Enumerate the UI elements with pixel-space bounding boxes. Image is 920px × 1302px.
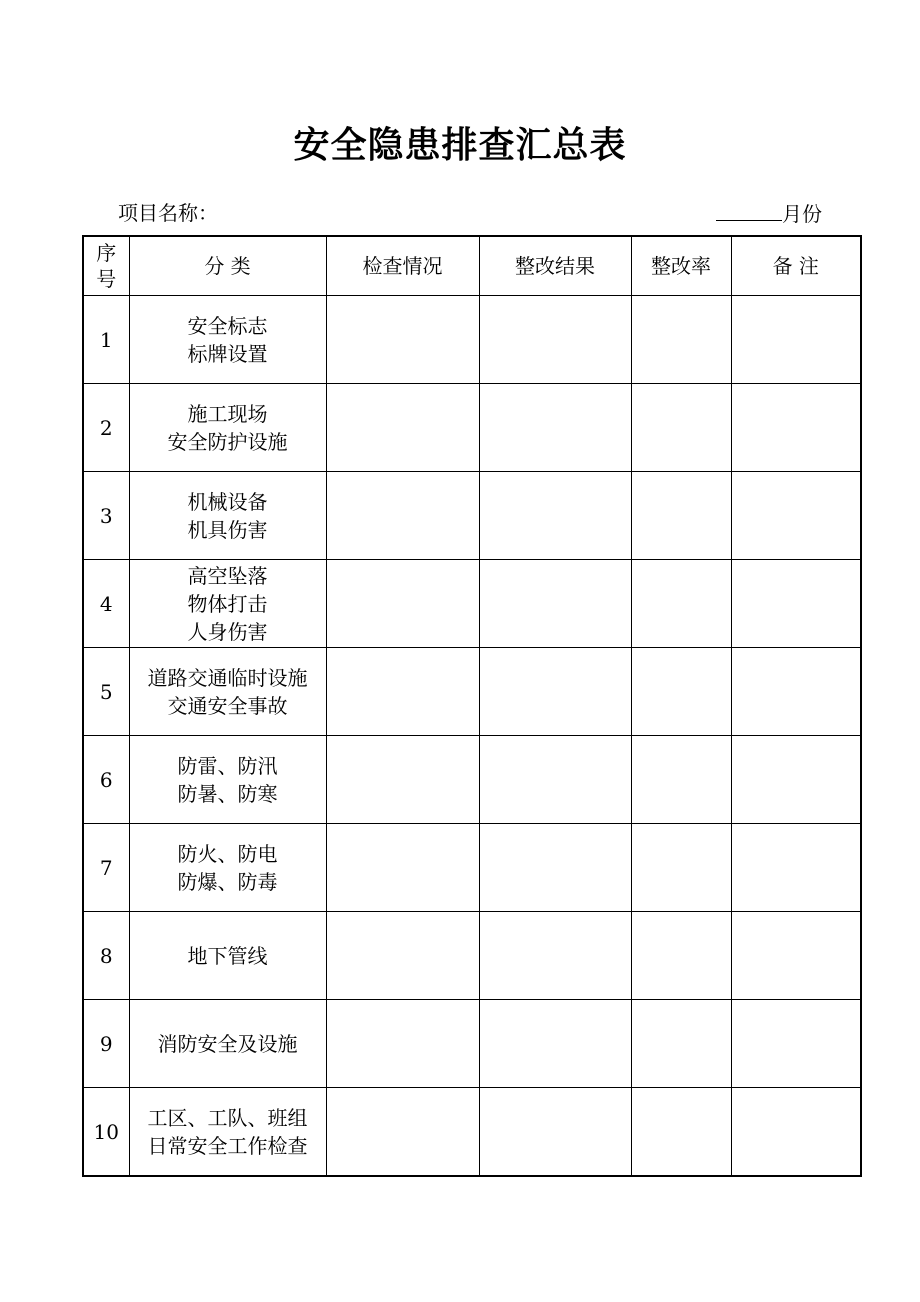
rate-cell[interactable] xyxy=(631,472,731,560)
inspection-cell[interactable] xyxy=(326,912,479,1000)
table-row xyxy=(83,384,861,472)
result-cell[interactable] xyxy=(479,824,631,912)
result-cell[interactable] xyxy=(479,1088,631,1177)
inspection-cell[interactable] xyxy=(326,472,479,560)
header-inspection: 检查情况 xyxy=(326,236,479,296)
result-cell[interactable] xyxy=(479,912,631,1000)
header-row xyxy=(83,236,861,296)
remark-cell[interactable] xyxy=(731,648,861,736)
inspection-cell[interactable] xyxy=(326,296,479,384)
table-row xyxy=(83,560,861,648)
page-title: 安全隐患排查汇总表 xyxy=(293,125,627,166)
row-category: 工区、工队、班组 日常安全工作检查 xyxy=(129,1088,326,1177)
rate-cell[interactable] xyxy=(631,824,731,912)
row-category: 高空坠落 物体打击 人身伤害 xyxy=(129,560,326,648)
rate-cell[interactable] xyxy=(631,648,731,736)
rate-cell[interactable] xyxy=(631,912,731,1000)
header-category: 分 类 xyxy=(129,236,326,296)
hazard-summary-table xyxy=(82,235,862,1177)
table-row xyxy=(83,296,861,384)
row-category: 地下管线 xyxy=(129,912,326,1000)
row-number: 8 xyxy=(83,912,129,1000)
rate-cell[interactable] xyxy=(631,384,731,472)
remark-cell[interactable] xyxy=(731,384,861,472)
row-number: 10 xyxy=(83,1088,129,1177)
header-rate: 整改率 xyxy=(631,236,731,296)
table-row xyxy=(83,472,861,560)
row-category: 道路交通临时设施 交通安全事故 xyxy=(129,648,326,736)
month-field xyxy=(716,200,822,227)
month-label: 月份 xyxy=(782,202,822,226)
inspection-cell[interactable] xyxy=(326,1000,479,1088)
remark-cell[interactable] xyxy=(731,1088,861,1177)
remark-cell[interactable] xyxy=(731,912,861,1000)
remark-cell[interactable] xyxy=(731,824,861,912)
row-number: 2 xyxy=(83,384,129,472)
remark-cell[interactable] xyxy=(731,472,861,560)
rate-cell[interactable] xyxy=(631,296,731,384)
inspection-cell[interactable] xyxy=(326,560,479,648)
header-remark: 备 注 xyxy=(731,236,861,296)
row-category: 机械设备 机具伤害 xyxy=(129,472,326,560)
table-row xyxy=(83,736,861,824)
row-number: 1 xyxy=(83,296,129,384)
result-cell[interactable] xyxy=(479,384,631,472)
remark-cell[interactable] xyxy=(731,1000,861,1088)
row-number: 6 xyxy=(83,736,129,824)
remark-cell[interactable] xyxy=(731,296,861,384)
inspection-cell[interactable] xyxy=(326,1088,479,1177)
row-number: 9 xyxy=(83,1000,129,1088)
result-cell[interactable] xyxy=(479,1000,631,1088)
result-cell[interactable] xyxy=(479,560,631,648)
header-result: 整改结果 xyxy=(479,236,631,296)
table-row xyxy=(83,648,861,736)
table-row xyxy=(83,912,861,1000)
row-number: 3 xyxy=(83,472,129,560)
row-number: 4 xyxy=(83,560,129,648)
row-category: 消防安全及设施 xyxy=(129,1000,326,1088)
result-cell[interactable] xyxy=(479,648,631,736)
row-category: 施工现场 安全防护设施 xyxy=(129,384,326,472)
result-cell[interactable] xyxy=(479,472,631,560)
rate-cell[interactable] xyxy=(631,736,731,824)
project-name-label: 项目名称： xyxy=(118,201,218,225)
inspection-cell[interactable] xyxy=(326,648,479,736)
row-number: 7 xyxy=(83,824,129,912)
inspection-cell[interactable] xyxy=(326,384,479,472)
row-category: 防雷、防汛 防暑、防寒 xyxy=(129,736,326,824)
inspection-cell[interactable] xyxy=(326,736,479,824)
result-cell[interactable] xyxy=(479,736,631,824)
row-category: 防火、防电 防爆、防毒 xyxy=(129,824,326,912)
remark-cell[interactable] xyxy=(731,736,861,824)
remark-cell[interactable] xyxy=(731,560,861,648)
table-row xyxy=(83,824,861,912)
rate-cell[interactable] xyxy=(631,1000,731,1088)
row-number: 5 xyxy=(83,648,129,736)
month-blank xyxy=(716,200,782,221)
result-cell[interactable] xyxy=(479,296,631,384)
table-row xyxy=(83,1088,861,1177)
inspection-cell[interactable] xyxy=(326,824,479,912)
rate-cell[interactable] xyxy=(631,560,731,648)
table-row xyxy=(83,1000,861,1088)
rate-cell[interactable] xyxy=(631,1088,731,1177)
row-category: 安全标志 标牌设置 xyxy=(129,296,326,384)
header-seq: 序 号 xyxy=(83,236,129,296)
